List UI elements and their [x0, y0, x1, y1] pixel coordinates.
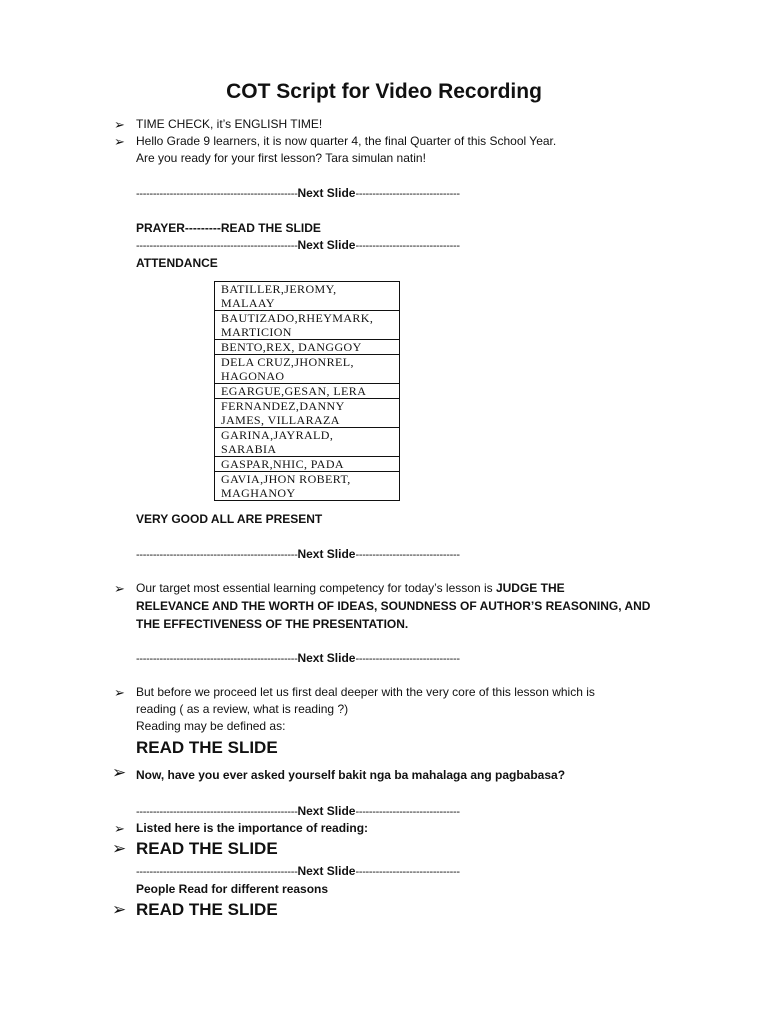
arrow-bullet-icon: ➢: [114, 581, 125, 596]
table-row: [215, 340, 400, 355]
student-name: FERNANDEZ,DANNY JAMES, VILLARAZA: [215, 399, 400, 428]
table-row: [215, 457, 400, 472]
ready-text: Are you ready for your first lesson? Tara simulan natin!: [136, 151, 426, 165]
next-slide-divider: [136, 238, 460, 253]
next-slide-divider: [136, 186, 460, 201]
student-name: EGARGUE,GESAN, LERA: [215, 384, 400, 399]
student-name: BATILLER,JEROMY, MALAAY: [215, 282, 400, 311]
target-line-2: RELEVANCE AND THE WORTH OF IDEAS, SOUNDNESS OF AUTHOR’S REASONING, AND: [136, 599, 651, 613]
table-row: [215, 428, 400, 457]
next-slide-divider: [136, 651, 460, 666]
divider-dashes: -------------------------------: [355, 866, 460, 878]
next-slide-label: Next Slide: [297, 186, 356, 200]
before-line-1: But before we proceed let us first deal deeper with the very core of this lesson which is: [136, 685, 595, 699]
before-line-3: Reading may be defined as:: [136, 719, 286, 733]
divider-dashes: ------------------------------------------------: [136, 806, 298, 818]
time-check-text: TIME CHECK, it’s ENGLISH TIME!: [136, 117, 323, 131]
table-row: [215, 355, 400, 384]
read-the-slide-heading: READ THE SLIDE: [136, 738, 278, 757]
table-row: [215, 384, 400, 399]
divider-dashes: -------------------------------: [355, 806, 460, 818]
target-competency-part: JUDGE THE: [495, 581, 565, 595]
asked-question-text: Now, have you ever asked yourself bakit nga ba mahalaga ang pagbabasa?: [136, 768, 566, 782]
read-the-slide-heading: READ THE SLIDE: [136, 900, 278, 919]
next-slide-label: Next Slide: [297, 651, 356, 665]
next-slide-divider: [136, 864, 460, 879]
arrow-bullet-icon: ➢: [112, 839, 127, 858]
arrow-bullet-icon: ➢: [114, 685, 125, 700]
divider-dashes: -------------------------------: [355, 653, 460, 665]
divider-dashes: ------------------------------------------------: [136, 866, 298, 878]
divider-dashes: -------------------------------: [355, 188, 460, 200]
arrow-bullet-icon: ➢: [114, 821, 125, 836]
student-name: GARINA,JAYRALD, SARABIA: [215, 428, 400, 457]
table-row: [215, 311, 400, 340]
listed-text: Listed here is the importance of reading:: [136, 821, 369, 835]
next-slide-label: Next Slide: [297, 804, 356, 818]
read-the-slide-heading: READ THE SLIDE: [136, 839, 278, 858]
attendance-heading: ATTENDANCE: [136, 256, 218, 270]
next-slide-divider: [136, 547, 460, 562]
student-name: GAVIA,JHON ROBERT, MAGHANOY: [215, 472, 400, 501]
student-name: BAUTIZADO,RHEYMARK, MARTICION: [215, 311, 400, 340]
table-row: [215, 399, 400, 428]
next-slide-label: Next Slide: [297, 238, 356, 252]
student-name: BENTO,REX, DANGGOY: [215, 340, 400, 355]
greeting-text: Hello Grade 9 learners, it is now quarter 4, the final Quarter of this School Year.: [136, 134, 557, 148]
prayer-text: PRAYER---------READ THE SLIDE: [136, 221, 321, 235]
divider-dashes: ------------------------------------------------: [136, 240, 298, 252]
arrow-bullet-icon: ➢: [114, 134, 125, 149]
before-line-2: reading ( as a review, what is reading ?): [136, 702, 349, 716]
student-name: DELA CRUZ,JHONREL, HAGONAO: [215, 355, 400, 384]
arrow-bullet-icon: ➢: [112, 900, 127, 919]
divider-dashes: -------------------------------: [355, 549, 460, 561]
student-name: GASPAR,NHIC, PADA: [215, 457, 400, 472]
target-line-3: THE EFFECTIVENESS OF THE PRESENTATION.: [136, 617, 409, 631]
divider-dashes: -------------------------------: [355, 240, 460, 252]
arrow-bullet-icon: ➢: [112, 763, 127, 782]
divider-dashes: ------------------------------------------------: [136, 188, 298, 200]
people-read-text: People Read for different reasons: [136, 882, 329, 896]
table-row: [215, 472, 400, 501]
very-good-text: VERY GOOD ALL ARE PRESENT: [136, 512, 323, 526]
page-title: COT Script for Video Recording: [226, 80, 542, 103]
target-intro: Our target most essential learning competency for today’s lesson is: [136, 581, 496, 595]
table-row: [215, 282, 400, 311]
next-slide-label: Next Slide: [297, 547, 356, 561]
divider-dashes: ------------------------------------------------: [136, 653, 298, 665]
next-slide-divider: [136, 804, 460, 819]
arrow-bullet-icon: ➢: [114, 117, 125, 132]
attendance-table: [214, 281, 400, 501]
target-line-1: [136, 580, 565, 597]
divider-dashes: ------------------------------------------------: [136, 549, 298, 561]
next-slide-label: Next Slide: [297, 864, 356, 878]
